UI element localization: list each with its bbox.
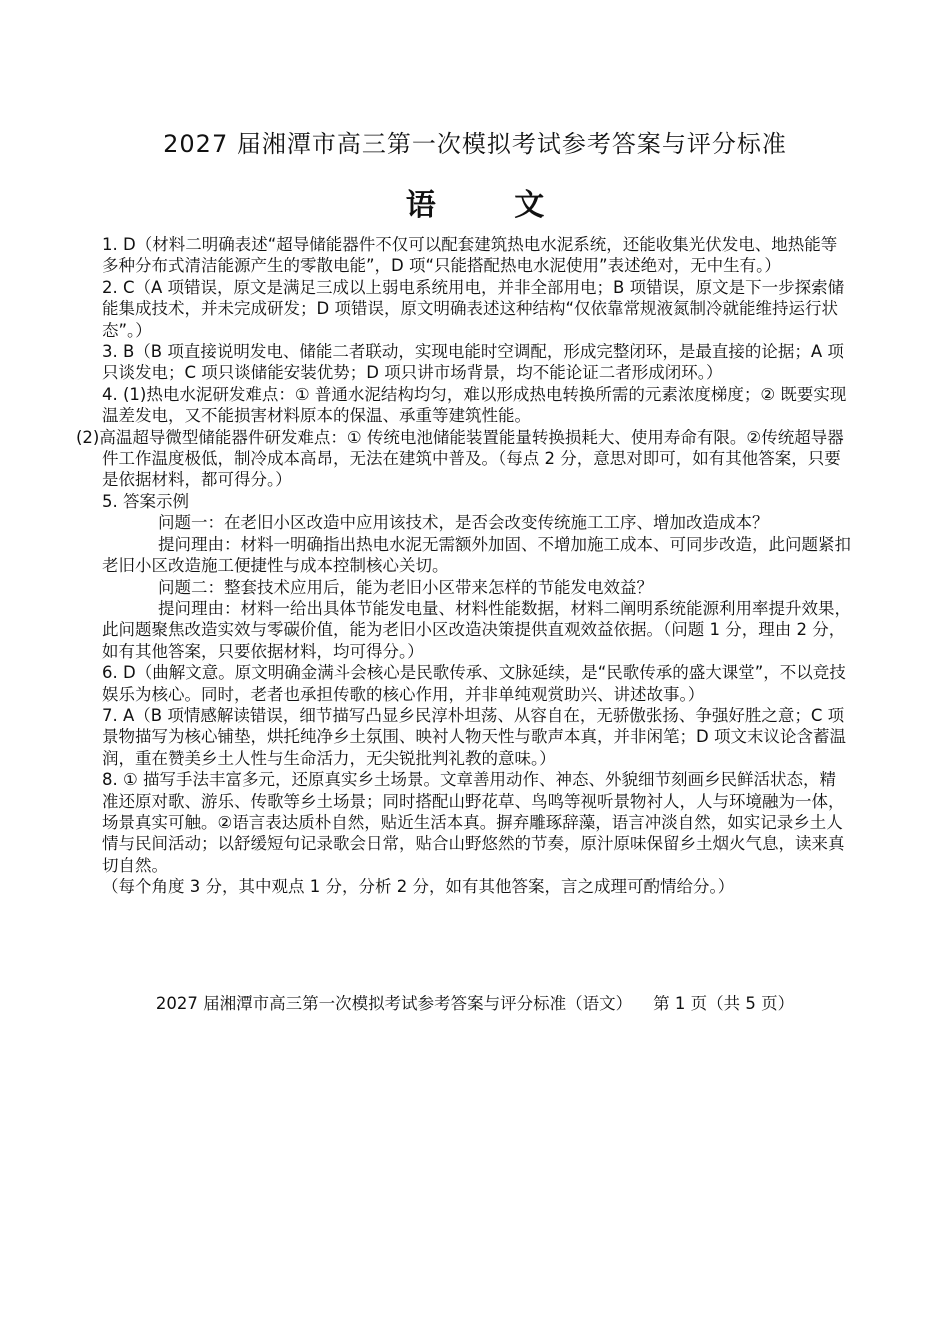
answer-item-5-reason-2: 提问理由：材料一给出具体节能发电量、材料性能数据，材料二阐明系统能源利用率提升效果，此问题聚焦改造实效与零碳价值，能为老旧小区改造决策提供直观效益依据。（问题 1 分，理由 2 分，如有其他答案，只要依据材料，均可得分。） (102, 598, 851, 661)
subject-heading: 语 文 (405, 188, 579, 223)
answer-item-7: 7. A（B 项情感解读错误，细节描写凸显乡民淳朴坦荡、从容自在，无骄傲张扬、争强好胜之意；C 项景物描写为核心铺垫，烘托纯净乡土氛围、映衬人物天性与歌声本真，并非闲笔；D 项文末议论含蓄温润，重在赞美乡土人性与生命活力，无尖锐批判礼教的意味。） (102, 705, 846, 768)
answer-item-5-question-1: 问题一：在老旧小区改造中应用该技术，是否会改变传统施工工序、增加改造成本？ (158, 513, 769, 533)
page-footer: 2027 届湘潭市高三第一次模拟考试参考答案与评分标准（语文） 第 1 页（共 5 页） (155, 994, 795, 1013)
answer-item-8-scoring-note: （每个角度 3 分，其中观点 1 分，分析 2 分，如有其他答案，言之成理可酌情给分。） (102, 877, 735, 897)
answer-item-1: 1. D（材料二明确表述“超导储能器件不仅可以配套建筑热电水泥系统，还能收集光伏发电、地热能等多种分布式清洁能源产生的零散电能”，D 项“只能搭配热电水泥使用”表述绝对，无中生有。） (102, 235, 838, 276)
document-title: 2027 届湘潭市高三第一次模拟考试参考答案与评分标准 (163, 130, 787, 158)
answer-item-6: 6. D（曲解文意。原文明确金满斗会核心是民歌传承、文脉延续，是“民歌传承的盛大课堂”，不以竞技娱乐为核心。同时，老者也承担传歌的核心作用，并非单纯观赏助兴、讲述故事。） (102, 663, 846, 704)
answer-item-5-question-2: 问题二：整套技术应用后，能为老旧小区带来怎样的节能发电效益？ (158, 577, 653, 597)
answer-item-5-heading: 5. 答案示例 (102, 491, 189, 511)
answer-item-4-part-2: (2)高温超导微型储能器件研发难点：① 传统电池储能装置能量转换损耗大、使用寿命有限。②传统超导器件工作温度极低，制冷成本高昂，无法在建筑中普及。（每点 2 分，意思对即可，如有其他答案，只要是依据材料，都可得分。） (76, 427, 844, 490)
answer-list (76, 234, 852, 898)
answer-item-8: 8. ① 描写手法丰富多元，还原真实乡土场景。文章善用动作、神态、外貌细节刻画乡民鲜活状态，精准还原对歌、游乐、传歌等乡土场景；同时搭配山野花草、鸟鸣等视听景物衬人，人与环境融为一体，场景真实可触。②语言表达质朴自然，贴近生活本真。摒弃雕琢辞藻，语言冲淡自然，如实记录乡土人情与民间活动；以舒缓短句记录歌会日常，贴合山野悠然的节奏，原汁原味保留乡土烟火气息，读来真切自然。 (102, 770, 845, 875)
answer-item-4-part-1: 4. (1)热电水泥研发难点：① 普通水泥结构均匀，难以形成热电转换所需的元素浓度梯度；② 既要实现温差发电，又不能损害材料原本的保温、承重等建筑性能。 (102, 384, 847, 426)
answer-item-3: 3. B（B 项直接说明发电、储能二者联动，实现电能时空调配，形成完整闭环，是最直接的论据；A 项只谈发电；C 项只谈储能安装优势；D 项只讲市场背景，均不能论证二者形成闭环。） (102, 342, 844, 383)
answer-item-2: 2. C（A 项错误，原文是满足三成以上弱电系统用电，并非全部用电；B 项错误，原文是下一步探索储能集成技术，并未完成研发；D 项错误，原文明确表述这种结构“仅依靠常规液氮制冷就能维持运行状态”。） (102, 277, 845, 340)
answer-item-5-reason-1: 提问理由：材料一明确指出热电水泥无需额外加固、不增加施工成本、可同步改造，此问题紧扣老旧小区改造施工便捷性与成本控制核心关切。 (102, 534, 851, 576)
